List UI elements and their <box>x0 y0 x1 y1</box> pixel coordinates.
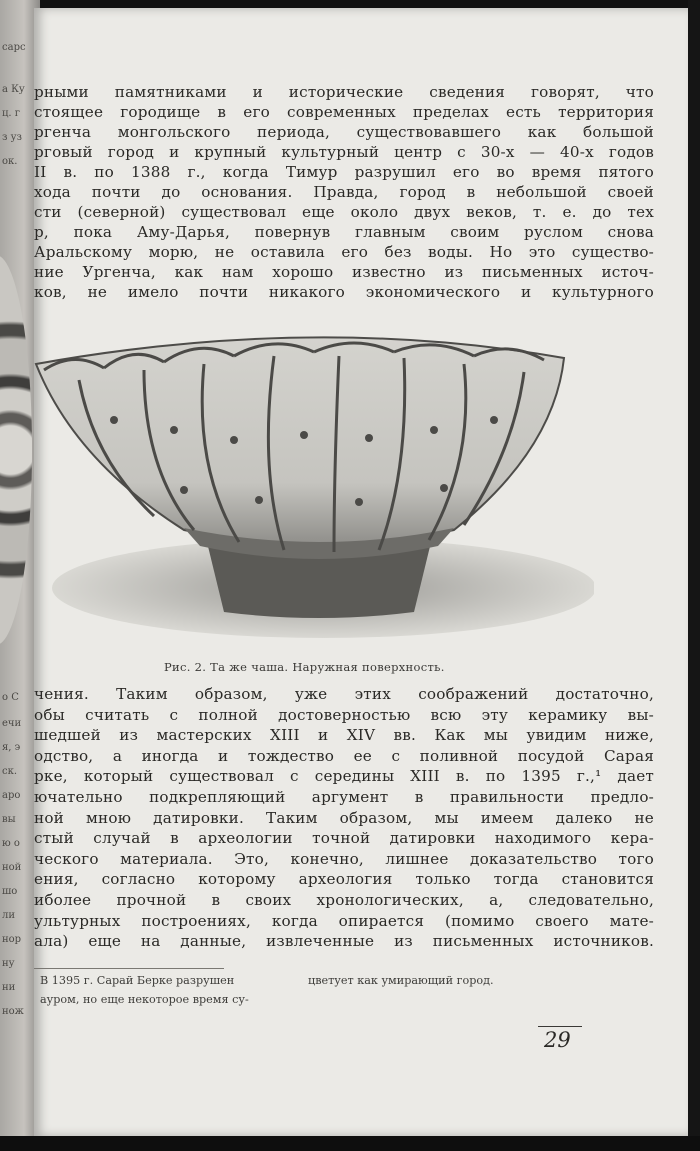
bottom-paragraph <box>34 684 654 952</box>
footnote-line: ауром, но еще некоторое время су- <box>40 993 249 1006</box>
footnote-line: цветует как умирающий город. <box>308 974 494 987</box>
text-line: II в. по 1388 г., когда Тимур разрушил его во время пятого <box>34 163 654 181</box>
left-page-fragment: а Ку <box>2 84 25 95</box>
text-line: рными памятниками и исторические сведения говорят, что <box>34 83 654 101</box>
left-page-fragment: нор <box>2 934 22 945</box>
text-line: стый случай в археологии точной датировки находимого кера- <box>34 829 654 848</box>
text-line: ной мною датировки. Таким образом, мы имеем далеко не <box>34 808 654 827</box>
left-page-fragment: аро <box>2 790 21 801</box>
text-line: Аральскому морю, не оставила его без воды. Но это существо- <box>34 243 654 261</box>
text-line: рговый город и крупный культурный центр с 30-х — 40-х годов <box>34 143 654 161</box>
text-line: ргенча монгольского периода, существовавшего как большой <box>34 123 654 141</box>
text-line: ультурных построениях, когда опирается (помимо своего мате- <box>34 911 654 930</box>
left-page-fragment: ни <box>2 982 16 993</box>
left-page-fragment: ск. <box>2 766 18 777</box>
text-line: ючательно подкрепляющий аргумент в правильности предло- <box>34 787 654 806</box>
bowl-body <box>36 337 564 545</box>
text-line: одство, а иногда и тождество ее с поливной посудой Сарая <box>34 746 654 765</box>
text-line: ческого материала. Это, конечно, лишнее доказательство того <box>34 849 654 868</box>
text-line: шедшей из мастерских XIII и XIV вв. Как мы увидим ниже, <box>34 726 654 745</box>
left-page-fragment: ц. г <box>2 108 21 119</box>
left-page-fragment: нож <box>2 1006 24 1017</box>
top-paragraph <box>34 82 654 302</box>
text-line: рке, который существовал с середины XIII в. по 1395 г.,¹ дает <box>34 767 654 786</box>
text-line: хода почти до основания. Правда, город в небольшой своей <box>34 183 654 201</box>
text-line: ения, согласно которому археология только тогда становится <box>34 870 654 889</box>
left-page-plate-illustration <box>0 255 32 645</box>
left-page-fragment: ну <box>2 958 15 969</box>
left-page-fragment: ю о <box>2 838 20 849</box>
left-page-fragment: сарс <box>2 42 26 53</box>
footnote-divider <box>34 968 224 969</box>
page-number: 29 <box>544 1028 571 1052</box>
right-background-edge <box>688 0 700 1151</box>
left-page-fragment: вы <box>2 814 16 825</box>
text-line: чения. Таким образом, уже этих соображений достаточно, <box>34 685 654 703</box>
text-line: ние Ургенча, как нам хорошо известно из письменных источ- <box>34 263 654 281</box>
left-page-fragment: ок. <box>2 156 18 167</box>
left-page-fragment: ечи <box>2 718 22 729</box>
text-line: ков, не имело почти никакого экономического и культурного <box>34 283 654 301</box>
footnote-line: В 1395 г. Сарай Берке разрушен <box>40 974 235 987</box>
left-page-fragment: шо <box>2 886 18 897</box>
left-page-fragment: ной <box>2 862 22 873</box>
text-line: иболее прочной в своих хронологических, а, следовательно, <box>34 890 654 909</box>
left-page-fragment: ли <box>2 910 16 921</box>
left-page-fragment: о С <box>2 692 19 703</box>
bowl-photograph <box>34 320 594 650</box>
text-line: сти (северной) существовал еще около двух веков, т. е. до тех <box>34 203 654 221</box>
bottom-background-edge <box>0 1136 700 1151</box>
page-number-rule <box>538 1026 582 1027</box>
figure-caption: Рис. 2. Та же чаша. Наружная поверхность. <box>164 660 445 674</box>
text-line: обы считать с полной достоверностью всю эту керамику вы- <box>34 705 654 724</box>
left-page-fragment: з уз <box>2 132 22 143</box>
text-line: ала) еще на данные, извлеченные из письменных источников. <box>34 932 654 951</box>
left-page-fragment: я, э <box>2 742 21 753</box>
text-line: р, пока Аму-Дарья, повернув главным своим руслом снова <box>34 223 654 241</box>
book-page <box>34 8 688 1136</box>
text-line: стоящее городище в его современных пределах есть территория <box>34 103 654 121</box>
